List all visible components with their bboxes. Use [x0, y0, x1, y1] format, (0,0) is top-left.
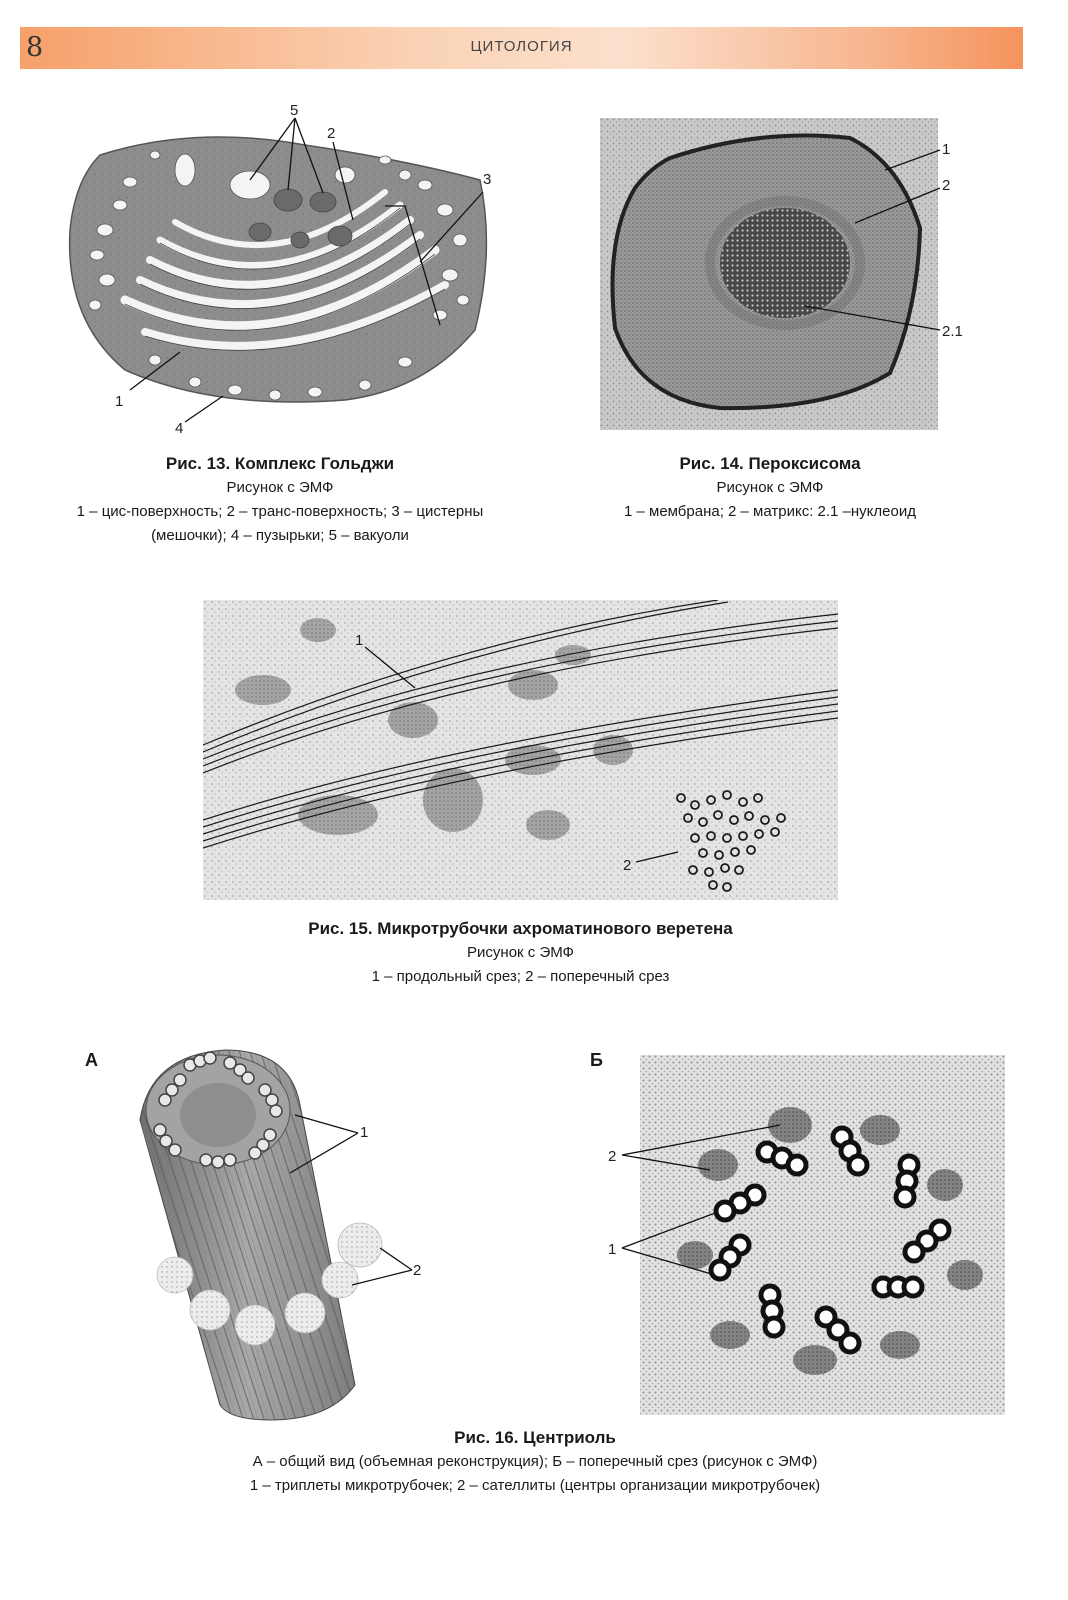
figure-14-title: Рис. 14. Пероксисома [679, 454, 861, 473]
fig13-label-5: 5 [290, 102, 299, 119]
figure-15-microtubules-illustration [203, 600, 838, 900]
figure-14-legend-line1: 1 – мембрана; 2 – матрикс: 2.1 –нуклеоид [623, 503, 916, 520]
fig14-label-2: 2 [942, 177, 951, 194]
figure-13-legend-line2: (мешочки); 4 – пузырьки; 5 – вакуоли [151, 527, 409, 544]
figure-13-title: Рис. 13. Комплекс Гольджи [165, 454, 395, 473]
figure-16a-centriole-3d-illustration [130, 1045, 430, 1425]
figure-16b-centriole-cross-section [600, 1055, 1005, 1415]
figure-13-legend-line1: 1 – цис-поверхность; 2 – транс-поверхность; 3 – цистерны [76, 503, 484, 520]
figure-13-golgi-illustration [45, 100, 515, 440]
fig13-label-2: 2 [327, 125, 336, 142]
fig15-label-2: 2 [623, 857, 632, 874]
fig13-label-4: 4 [175, 420, 184, 437]
figure-16-legend-line1: А – общий вид (объемная реконструкция); Б – поперечный срез (рисунок с ЭМФ) [252, 1453, 818, 1470]
figure-13-subtitle: Рисунок с ЭМФ [226, 479, 334, 496]
figure-16-panel-b-letter: Б [590, 1050, 603, 1070]
figure-15-legend-line1: 1 – продольный срез; 2 – поперечный срез [371, 968, 670, 985]
page-header-band [20, 27, 1023, 69]
figure-15-title: Рис. 15. Микротрубочки ахроматинового веретена [308, 919, 733, 938]
fig13-label-1: 1 [115, 393, 124, 410]
fig16a-label-1: 1 [360, 1124, 369, 1141]
figure-14-peroxisome-micrograph [600, 118, 980, 430]
fig16b-label-2: 2 [608, 1148, 617, 1165]
figure-15-subtitle: Рисунок с ЭМФ [467, 944, 574, 961]
figure-13-caption [30, 452, 530, 548]
figure-16-legend-line2: 1 – триплеты микротрубочек; 2 – сателлиты (центры организации микротрубочек) [249, 1477, 821, 1494]
figure-15-caption [203, 917, 838, 989]
figure-16-caption [120, 1426, 950, 1498]
fig14-label-2-1: 2.1 [942, 323, 963, 340]
fig13-label-3: 3 [483, 171, 492, 188]
fig15-label-1: 1 [355, 632, 364, 649]
figure-16-panel-a-letter: А [85, 1050, 98, 1070]
figure-14-subtitle: Рисунок с ЭМФ [716, 479, 824, 496]
figure-14-caption [560, 452, 980, 524]
figure-16-title: Рис. 16. Центриоль [454, 1428, 616, 1447]
fig14-label-1: 1 [942, 141, 951, 158]
fig16a-label-2: 2 [413, 1262, 422, 1279]
page-number: 8 [26, 32, 44, 63]
running-head: ЦИТОЛОГИЯ [470, 38, 573, 55]
fig16b-label-1: 1 [608, 1241, 617, 1258]
